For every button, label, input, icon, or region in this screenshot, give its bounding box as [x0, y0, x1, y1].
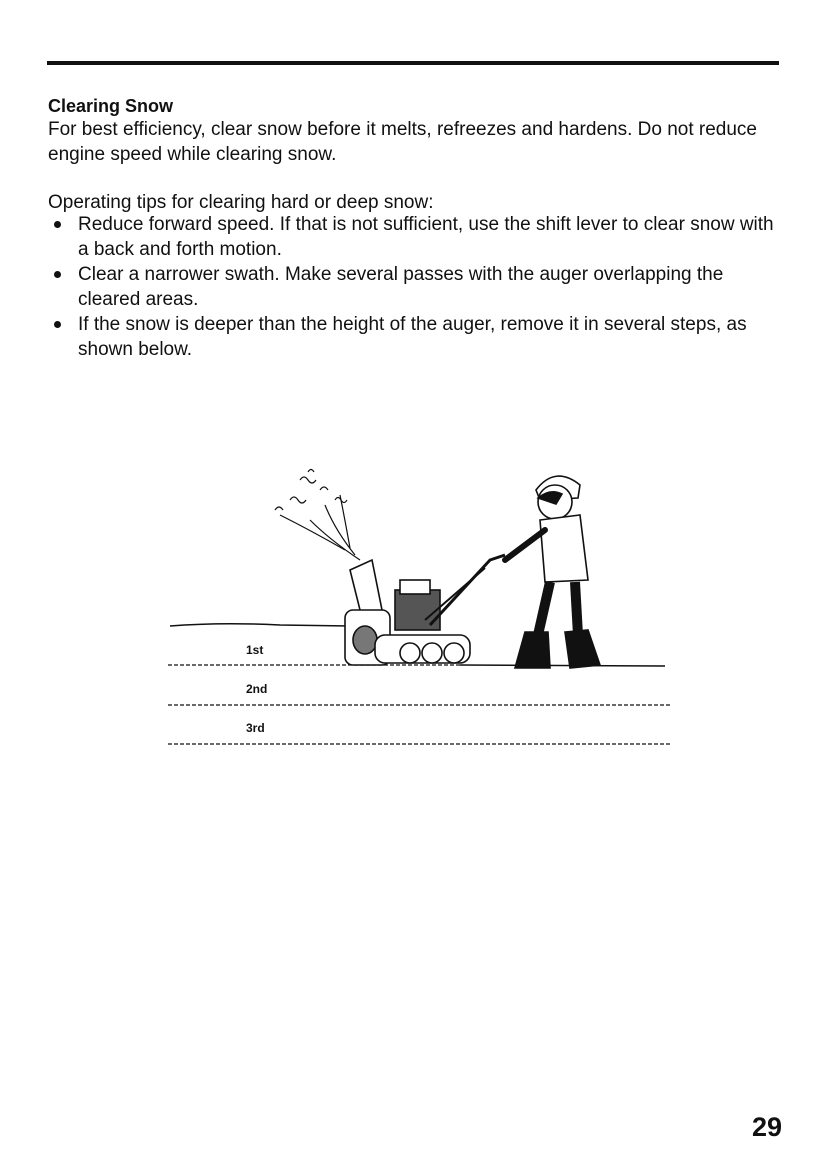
list-item-text: Reduce forward speed. If that is not sufficient, use the shift lever to clear snow with a back and forth motion.	[78, 214, 774, 260]
snow-spray	[275, 470, 360, 561]
operator-leg-left	[538, 582, 550, 635]
snowblower	[345, 555, 505, 665]
ground-line	[460, 665, 665, 666]
operator-leg-right	[575, 582, 578, 635]
list-item	[48, 312, 783, 362]
top-rule	[47, 61, 779, 65]
tips-heading: Operating tips for clearing hard or deep snow:	[48, 192, 434, 213]
snowblower-illustration	[160, 460, 680, 760]
section-title: Clearing Snow	[48, 96, 174, 116]
snow-surface-line	[170, 624, 350, 626]
track-wheel-icon	[422, 643, 442, 663]
track-wheel-icon	[444, 643, 464, 663]
bullet-icon	[54, 221, 61, 228]
bullet-icon	[54, 271, 61, 278]
intro-paragraph: For best efficiency, clear snow before it melts, refreezes and hardens. Do not reduce engine speed while clearing snow.	[48, 119, 757, 165]
step-label-3rd: 3rd	[246, 721, 265, 735]
engine-block	[395, 590, 440, 630]
operator-arm	[505, 530, 545, 560]
list-item	[48, 212, 783, 262]
boot-icon	[515, 632, 550, 668]
step-label-2nd: 2nd	[246, 682, 268, 696]
boot-icon	[565, 630, 600, 668]
list-item	[48, 262, 783, 312]
list-item-text: If the snow is deeper than the height of the auger, remove it in several steps, as shown below.	[78, 314, 747, 360]
page-number: 29	[752, 1112, 783, 1142]
track-wheel-icon	[400, 643, 420, 663]
tips-list	[48, 212, 783, 362]
operator-torso	[540, 515, 588, 582]
operator-figure	[505, 476, 600, 668]
handle-bar	[430, 555, 505, 625]
bullet-icon	[54, 321, 61, 328]
step-label-1st: 1st	[246, 643, 264, 657]
list-item-text: Clear a narrower swath. Make several passes with the auger overlapping the cleared areas.	[78, 264, 724, 310]
